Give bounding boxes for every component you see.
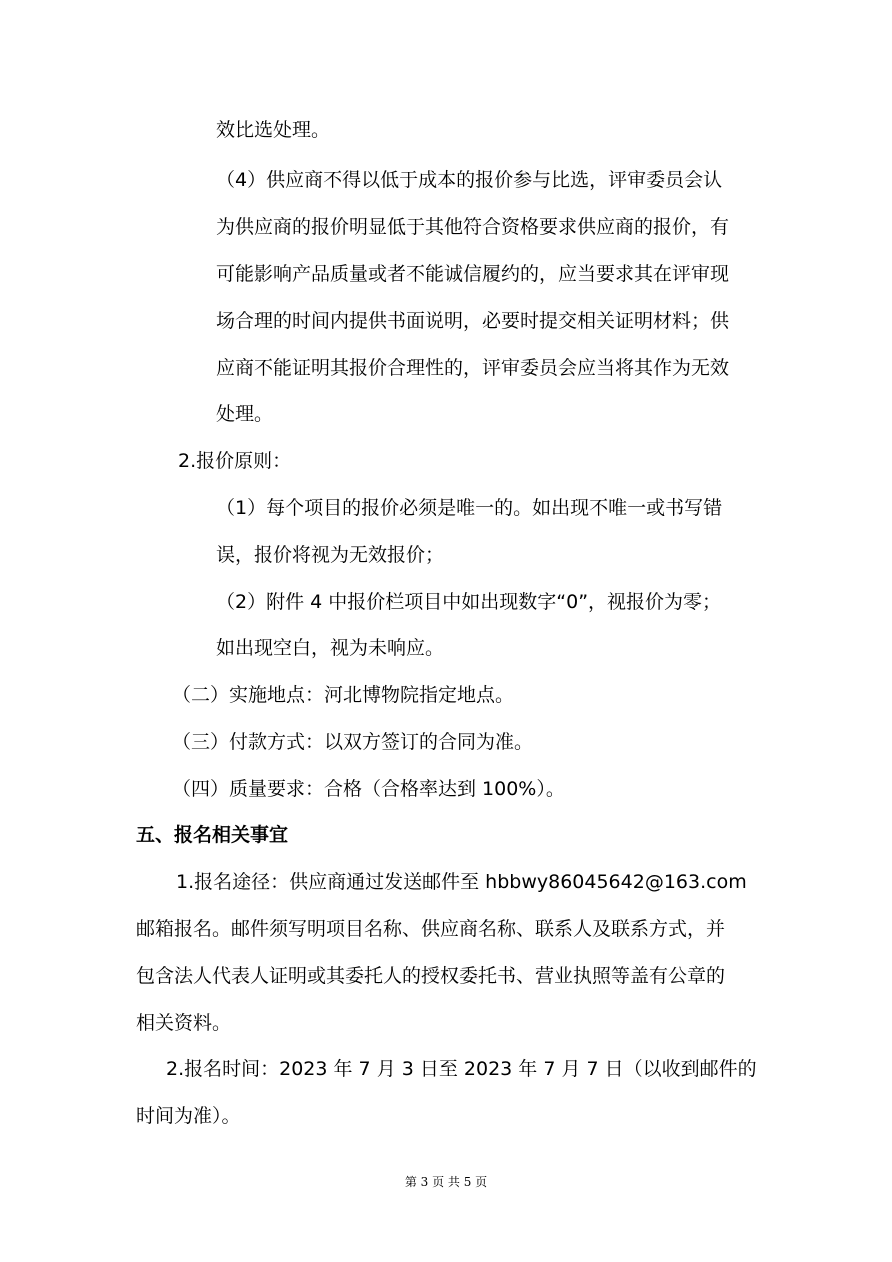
body-line: 2.报名时间：2023 年 7 月 3 日至 2023 年 7 月 7 日（以收到邮件的: [166, 1058, 757, 1080]
body-line: 效比选处理。: [216, 119, 331, 141]
body-line: 误，报价将视为无效报价；: [216, 544, 445, 566]
body-line: 为供应商的报价明显低于其他符合资格要求供应商的报价，有: [216, 216, 730, 238]
body-line: （1）每个项目的报价必须是唯一的。如出现不唯一或书写错: [216, 497, 723, 519]
body-line: （二）实施地点：河北博物院指定地点。: [172, 684, 515, 706]
body-line: 包含法人代表人证明或其委托人的授权委托书、营业执照等盖有公章的: [136, 965, 726, 987]
body-line: 1.报名途径：供应商通过发送邮件至 hbbwy86045642@163.com: [176, 871, 747, 893]
body-line: （2）附件 4 中报价栏项目中如出现数字“0”，视报价为零；: [216, 591, 722, 613]
body-line: 邮箱报名。邮件须写明项目名称、供应商名称、联系人及联系方式，并: [136, 918, 726, 940]
body-line: 场合理的时间内提供书面说明，必要时提交相关证明材料；供: [216, 310, 730, 332]
body-line: 应商不能证明其报价合理性的，评审委员会应当将其作为无效: [216, 357, 730, 379]
body-line: 处理。: [216, 403, 274, 425]
body-line: 可能影响产品质量或者不能诚信履约的，应当要求其在评审现: [216, 263, 730, 285]
body-line: （4）供应商不得以低于成本的报价参与比选，评审委员会认: [216, 169, 723, 191]
body-line: 2.报价原则：: [178, 450, 292, 472]
body-line: 如出现空白，视为未响应。: [216, 637, 445, 659]
body-line: 相关资料。: [136, 1012, 232, 1034]
page-footer: 第 3 页 共 5 页: [404, 1175, 488, 1189]
section-heading: 五、报名相关事宜: [136, 824, 289, 846]
body-line: （三）付款方式：以双方签订的合同为准。: [172, 731, 534, 753]
body-line: （四）质量要求：合格（合格率达到 100%）。: [172, 778, 565, 800]
body-line: 时间为准）。: [136, 1105, 241, 1127]
